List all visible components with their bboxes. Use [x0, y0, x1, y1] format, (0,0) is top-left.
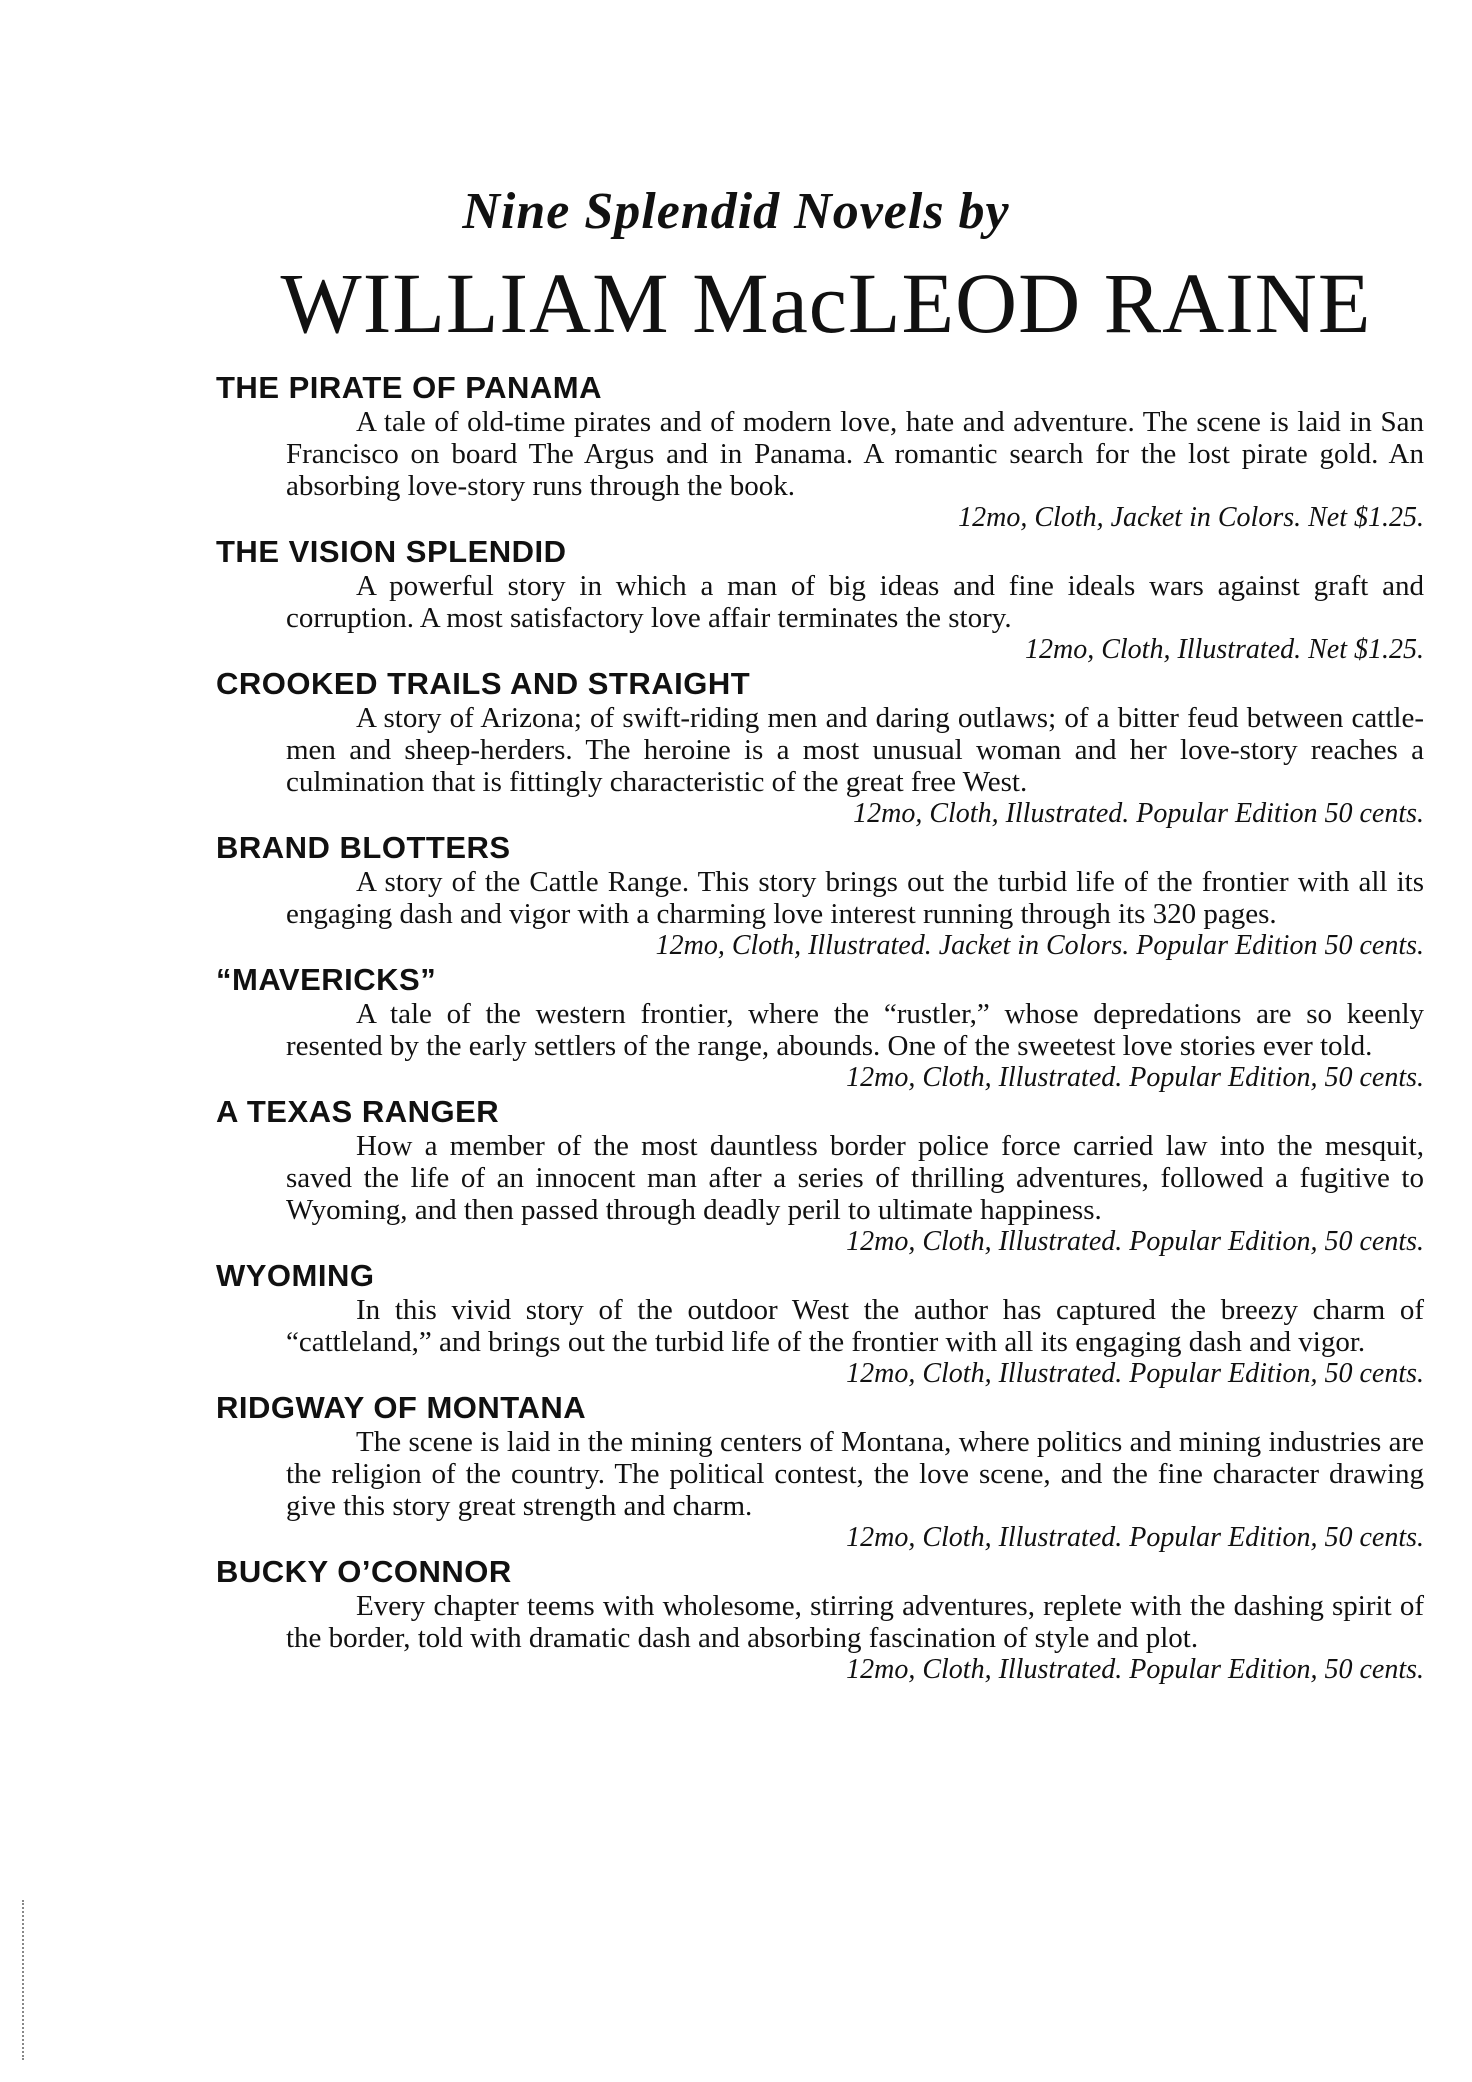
book-price: 12mo, Cloth, Illustrated. Popular Edition, 50 cents. — [846, 1358, 1424, 1389]
book-title: BUCKY O’CONNOR — [216, 1554, 512, 1589]
book-title: A TEXAS RANGER — [216, 1094, 500, 1129]
book-price: 12mo, Cloth, Illustrated. Popular Edition 50 cents. — [853, 798, 1424, 829]
book-entry — [216, 962, 1424, 1094]
book-entry — [216, 1094, 1424, 1258]
page-subtitle: Nine Splendid Novels by — [462, 183, 1010, 240]
book-price: 12mo, Cloth, Illustrated. Jacket in Colors. Popular Edition 50 cents. — [655, 930, 1424, 961]
book-description: A story of the Cattle Range. This story brings out the turbid life of the frontier with all its engaging dash and vigor with a charming love interest running through its 320 pages. — [286, 866, 1424, 930]
book-list — [216, 370, 1424, 1686]
book-title: THE VISION SPLENDID — [216, 534, 567, 569]
book-title: RIDGWAY OF MONTANA — [216, 1390, 587, 1425]
book-description: A story of Arizona; of swift-riding men and daring outlaws; of a bitter feud between cattle-men and sheep-herders. The heroine is a most unusual woman and her love-story reaches a culmination that is fittingly characteristic of the great free West. — [286, 702, 1424, 798]
book-entry — [216, 1390, 1424, 1554]
book-description: A tale of the western frontier, where the “rustler,” whose depredations are so keenly resented by the early settlers of the range, abounds. One of the sweetest love stories ever told. — [286, 998, 1424, 1062]
book-price: 12mo, Cloth, Illustrated. Popular Edition, 50 cents. — [846, 1226, 1424, 1257]
book-price: 12mo, Cloth, Illustrated. Popular Edition, 50 cents. — [846, 1062, 1424, 1093]
book-entry — [216, 534, 1424, 666]
book-description: In this vivid story of the outdoor West the author has captured the breezy charm of “cattleland,” and brings out the turbid life of the frontier with all its engaging dash and vigor. — [286, 1294, 1424, 1358]
book-description: A powerful story in which a man of big ideas and fine ideals wars against graft and corruption. A most satisfactory love affair terminates the story. — [286, 570, 1424, 634]
book-entry — [216, 1258, 1424, 1390]
author-name: WILLIAM MacLEOD RAINE — [280, 255, 1372, 351]
book-entry — [216, 830, 1424, 962]
book-entry — [216, 666, 1424, 830]
book-price: 12mo, Cloth, Jacket in Colors. Net $1.25. — [958, 502, 1424, 533]
book-description: A tale of old-time pirates and of modern love, hate and adventure. The scene is laid in San Francisco on board The Argus and in Panama. A romantic search for the lost pirate gold. An absorbing love-story runs through the book. — [286, 406, 1424, 502]
book-price: 12mo, Cloth, Illustrated. Net $1.25. — [1025, 634, 1424, 665]
book-entry — [216, 370, 1424, 534]
book-description: How a member of the most dauntless border police force carried law into the mesquit, saved the life of an innocent man after a series of thrilling adventures, followed a fugitive to Wyoming, and then passed through deadly peril to ultimate happiness. — [286, 1130, 1424, 1226]
book-price: 12mo, Cloth, Illustrated. Popular Edition, 50 cents. — [846, 1522, 1424, 1553]
book-description: The scene is laid in the mining centers of Montana, where politics and mining industries are the religion of the country. The political contest, the love scene, and the fine character drawing give this story great strength and charm. — [286, 1426, 1424, 1522]
book-title: THE PIRATE OF PANAMA — [216, 370, 603, 405]
book-description: Every chapter teems with wholesome, stirring adventures, replete with the dashing spirit of the border, told with dramatic dash and absorbing fascination of style and plot. — [286, 1590, 1424, 1654]
book-title: BRAND BLOTTERS — [216, 830, 511, 865]
book-title: CROOKED TRAILS AND STRAIGHT — [216, 666, 751, 701]
book-title: WYOMING — [216, 1258, 375, 1293]
book-price: 12mo, Cloth, Illustrated. Popular Edition, 50 cents. — [846, 1654, 1424, 1685]
book-entry — [216, 1554, 1424, 1686]
book-title: “MAVERICKS” — [216, 962, 437, 997]
margin-dotted-line — [22, 1900, 26, 2060]
